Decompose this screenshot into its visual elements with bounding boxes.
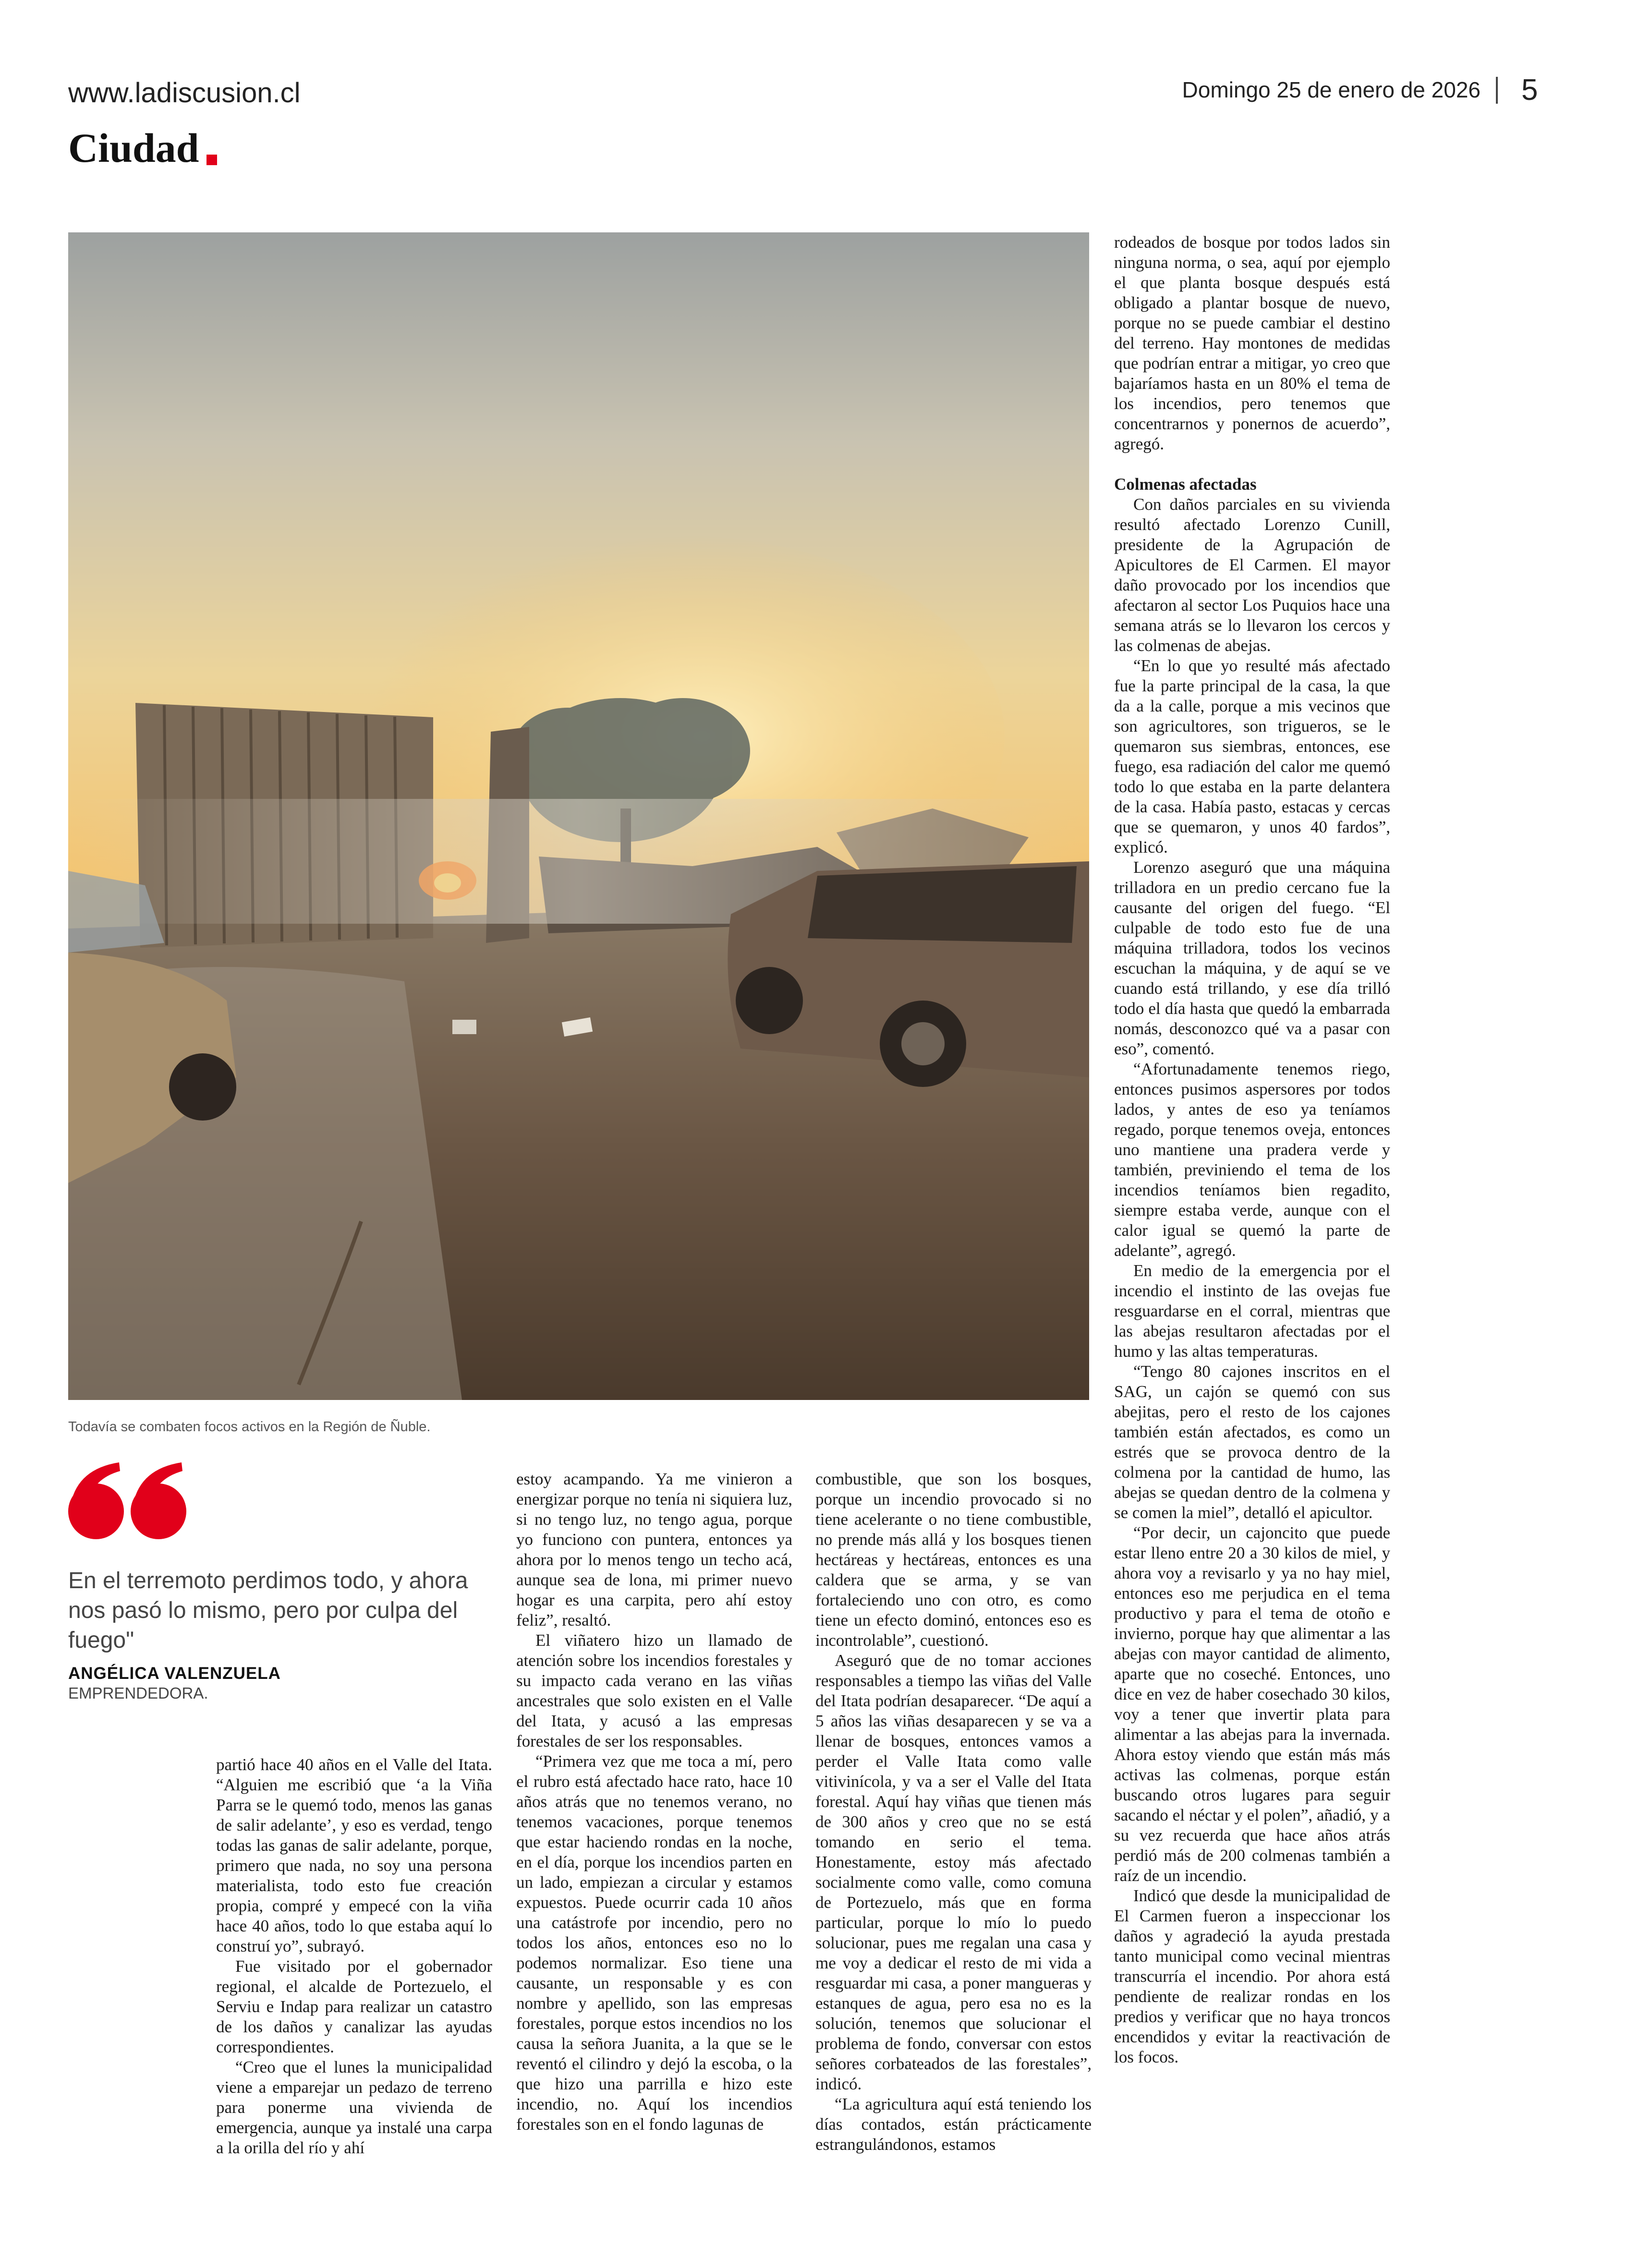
paragraph: estoy acampando. Ya me vinieron a energizar porque no tenía ni siquiera luz, si no tengo luz, no tengo agua, porque yo funciono con puntera, entonces ya ahora por lo menos tengo un techo acá, aunque sea de lona, mi primer nuevo hogar es una carpita, pero ahí estoy feliz”, resaltó. xyxy=(516,1470,792,1629)
pull-quote-author: ANGÉLICA VALENZUELA xyxy=(68,1664,281,1683)
paragraph: “En lo que yo resulté más afectado fue la parte principal de la casa, la que da a la calle, porque a mis vecinos que son agricultores, son trigueros, se le quemaron sus siembras, entonces, ese fuego, esa radiación del calor me quemó todo lo que estaba en la parte delantera de la casa. Había pasto, estacas y cercas que se quemaron, y unos 40 fardos”, explicó. xyxy=(1114,656,1390,857)
site-url[interactable]: www.ladiscusion.cl xyxy=(68,77,301,109)
paragraph: “Afortunadamente tenemos riego, entonces pusimos aspersores por todos lados, y antes de eso ya teníamos regado, porque tenemos oveja, entonces uno mantiene una pradera verde y también, previniendo el tema de los incendios teníamos bien regadito, siempre estaba verde, aunque con el calor igual se quemó la parte de adelante”, agregó. xyxy=(1114,1060,1390,1260)
paragraph: “Tengo 80 cajones inscritos en el SAG, un cajón se quemó con sus abejitas, pero el resto de los cajones también están afectados, es como un estrés que se provoca dentro de la colmena por la cantidad de humo, las abejas se quedan dentro de la colmena y se comen la miel”, detalló el apicultor. xyxy=(1114,1362,1390,1522)
paragraph: En medio de la emergencia por el incendio el instinto de las ovejas fue resguardarse en el corral, mientras que las abejas resultaron afectadas por el humo y las altas temperaturas. xyxy=(1114,1261,1390,1361)
quote-marks-icon xyxy=(66,1460,196,1541)
fire-aftermath-photo xyxy=(68,232,1089,1400)
paragraph: “Por decir, un cajoncito que puede estar lleno entre 20 a 30 kilos de miel, y ahora voy a revisarlo y ya no hay miel, entonces eso me perjudica en el tema productivo y para el tema de otoño e invierno, porque hay que alimentar a las abejas con mayor cantidad de alimento, aparte que no coseché. Entonces, uno dice en vez de haber cosechado 30 kilos, voy a tener que invertir plata para alimentar a las abejas para la invernada. Ahora estoy viendo que están más más activas las colmenas, porque están buscando otros lugares para seguir sacando el néctar y el polen”, añadió, y a su vez recuerda que hace años atrás perdió más de 200 colmenas también a raíz de un incendio. xyxy=(1114,1523,1390,1885)
article-column-4 xyxy=(1114,232,1390,2067)
section-title: Ciudad xyxy=(68,125,199,171)
paragraph: combustible, que son los bosques, porque un incendio provocado si no tiene acelerante o no tiene combustible, no prende más allá y los bosques tienen hectáreas y hectáreas, entonces es una caldera que se arma, y se van fortaleciendo uno con otro, es como tiene un efecto dominó, entonces eso es incontrolable”, cuestionó. xyxy=(815,1470,1092,1650)
pull-quote-role: EMPRENDEDORA. xyxy=(68,1684,208,1702)
paragraph: “Creo que el lunes la municipalidad viene a emparejar un pedazo de terreno para ponerme una vivienda de emergencia, aunque ya instalé una carpa a la orilla del río y ahí xyxy=(216,2058,492,2157)
issue-date: Domingo 25 de enero de 2026 xyxy=(1182,77,1481,102)
article-column-3 xyxy=(815,1469,1092,2155)
paragraph: rodeados de bosque por todos lados sin ninguna norma, o sea, aquí por ejemplo el que planta bosque después está obligado a plantar bosque de nuevo, porque no se puede cambiar el destino del terreno. Hay montones de medidas que podrían entrar a mitigar, yo creo que bajaríamos hasta en un 80% el tema de los incendios, pero tenemos que concentrarnos y ponernos de acuerdo”, agregó. xyxy=(1114,233,1390,453)
paragraph: Fue visitado por el gobernador regional, el alcalde de Portezuelo, el Serviu e Indap para realizar un catastro de los daños y canalizar las ayudas correspondientes. xyxy=(216,1957,492,2056)
header-divider xyxy=(1496,77,1498,104)
section-accent-dot xyxy=(206,155,217,165)
paragraph: “Primera vez que me toca a mí, pero el rubro está afectado hace rato, hace 10 años atrás que no tenemos verano, no tenemos vacaciones, porque tenemos que estar haciendo rondas en la noche, en el día, porque los incendios parten en un lado, empiezan a circular y estamos expuestos. Puede ocurrir cada 10 años una catástrofe por incendio, pero no todos los años, entonces eso no lo podemos normalizar. Eso tiene una causante, un responsable y es con nombre y apellido, son las empresas forestales, porque estos incendios no los causa la señora Juanita, a la que se le reventó el cilindro y dejó la escoba, o la que hizo una parrilla e hizo este incendio, no. Aquí los incendios forestales son en el fondo lagunas de xyxy=(516,1752,792,2134)
paragraph: Con daños parciales en su vivienda resultó afectado Lorenzo Cunill, presidente de la Agrupación de Apicultores de El Carmen. El mayor daño provocado por los incendios que afectaron al sector Los Puquios hace una semana atrás se lo llevaron los cercos y las colmenas de abejas. xyxy=(1114,495,1390,655)
paragraph: El viñatero hizo un llamado de atención sobre los incendios forestales y su impacto cada verano en las viñas ancestrales que solo existen en el Valle del Itata, y acusó a las empresas forestales de ser los responsables. xyxy=(516,1631,792,1750)
paragraph: Aseguró que de no tomar acciones responsables a tiempo las viñas del Valle del Itata podrían desaparecer. “De aquí a 5 años las viñas desaparecen y se va a llenar de bosques, entonces vamos a perder el Valle Itata como valle vitivinícola, y va a ser el Valle del Itata forestal. Aquí hay viñas que tienen más de 300 años y creo que no se está tomando en serio el tema. Honestamente, estoy más afectado socialmente como valle, como comuna de Portezuelo, más que en forma particular, porque lo mío lo puedo solucionar, pues me regalan una casa y me voy a dedicar el resto de mi vida a resguardar mi casa, a poner mangueras y estanques de agua, pero esa no es la solución, tenemos que solucionar el problema de fondo, conversar con estos señores corbateados de las forestales”, indicó. xyxy=(815,1651,1092,2093)
paragraph: Indicó que desde la municipalidad de El Carmen fueron a inspeccionar los daños y agradeció la ayuda prestada tanto municipal como vecinal mientras transcurría el incendio. Por ahora está pendiente de realizar rondas en los predios y verificar que no haya troncos encendidos y evitar la reactivación de los focos. xyxy=(1114,1886,1390,2066)
article-column-2 xyxy=(516,1469,792,2135)
paragraph: Lorenzo aseguró que una máquina trilladora en un predio cercano fue la causante del origen del fuego. “El culpable de todo esto fue de una máquina trilladora, todos los vecinos escuchan la máquina, y de aquí se ve cuando está trillando, y ese día trilló todo el día hasta que quedó la embarrada nomás, desconozco qué va a pasar con eso”, comentó. xyxy=(1114,858,1390,1058)
paragraph: “La agricultura aquí está teniendo los días contados, están prácticamente estrangulándonos, estamos xyxy=(815,2095,1092,2154)
paragraph: partió hace 40 años en el Valle del Itata. “Alguien me escribió que ‘a la Viña Parra se le quemó todo, menos las ganas de salir adelante’, y eso es verdad, tengo todas las ganas de salir adelante, porque, primero que nada, no soy una persona materialista, todo esto fue creación propia, compré y empecé con la viña hace 40 años, todo lo que estaba aquí lo construí yo”, subrayó. xyxy=(216,1755,492,1955)
article-column-1 xyxy=(216,1755,492,2158)
subheading-colmenas: Colmenas afectadas xyxy=(1114,475,1257,494)
photo-caption: Todavía se combaten focos activos en la Región de Ñuble. xyxy=(68,1419,431,1435)
page-number: 5 xyxy=(1521,73,1538,107)
pull-quote-text: En el terremoto perdimos todo, y ahora nos pasó lo mismo, pero por culpa del fuego" xyxy=(68,1568,468,1653)
